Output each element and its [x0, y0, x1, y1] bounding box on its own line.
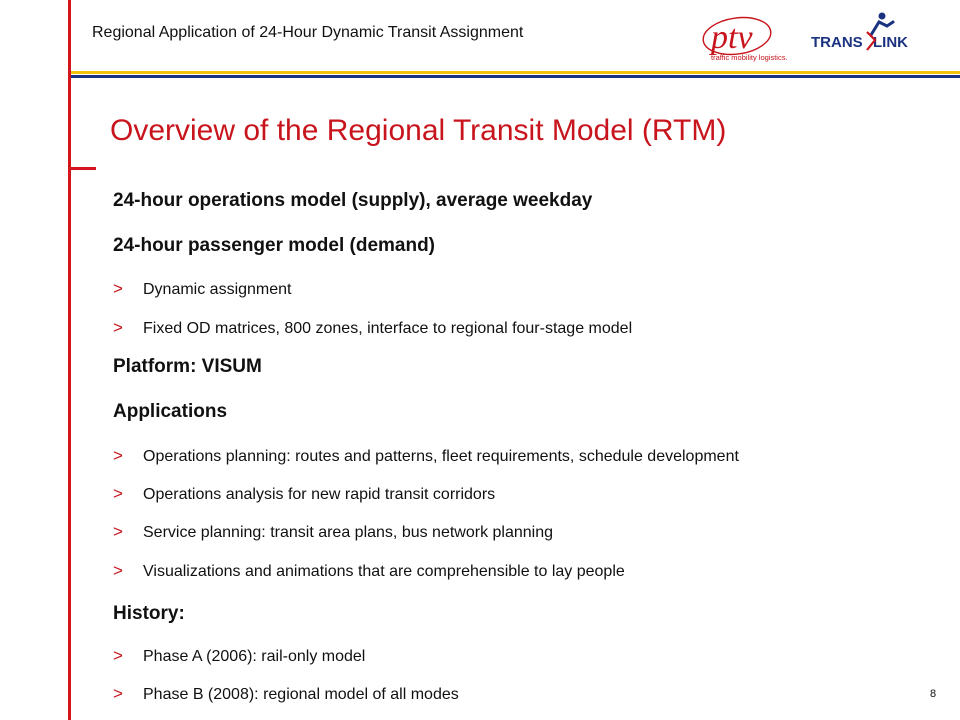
bullet-text: Dynamic assignment [143, 281, 292, 298]
header-divider-yellow [71, 71, 960, 74]
bullet-arrow: > [113, 446, 123, 465]
page-number: 8 [930, 688, 937, 700]
ptv-logo-tagline: traffic mobility logistics. [711, 53, 788, 62]
bullet-text: Fixed OD matrices, 800 zones, interface to regional four-stage model [143, 320, 633, 337]
bullet-level2 [113, 484, 495, 504]
title-tick-mark [68, 167, 96, 170]
translink-logo [803, 10, 923, 62]
translink-logo-right: LINK [873, 34, 908, 51]
left-accent-line [68, 0, 71, 720]
translink-logo-left: TRANS [811, 34, 863, 51]
bullet-level1: History: [113, 603, 185, 624]
bullet-level1: Platform: VISUM [113, 356, 262, 377]
bullet-arrow: > [113, 484, 123, 503]
bullet-level2 [113, 561, 625, 581]
bullet-text: Operations planning: routes and patterns, fleet requirements, schedule development [143, 448, 739, 465]
bullet-level1: 24-hour operations model (supply), average weekday [113, 190, 593, 211]
bullet-level2 [113, 446, 739, 466]
bullet-level2 [113, 522, 553, 542]
bullet-arrow: > [113, 646, 123, 665]
bullet-level2 [113, 318, 632, 338]
ptv-logo [697, 8, 797, 64]
bullet-arrow: > [113, 279, 123, 298]
bullet-text: Phase B (2008): regional model of all modes [143, 686, 459, 703]
bullet-text: Service planning: transit area plans, bus network planning [143, 524, 554, 541]
bullet-level2 [113, 684, 459, 704]
bullet-text: Visualizations and animations that are comprehensible to lay people [143, 563, 625, 580]
bullet-level1: Applications [113, 401, 228, 422]
bullet-arrow: > [113, 561, 123, 580]
bullet-arrow: > [113, 684, 123, 703]
bullet-level2 [113, 646, 365, 666]
bullet-text: Phase A (2006): rail-only model [143, 648, 366, 665]
bullet-level1: 24-hour passenger model (demand) [113, 235, 436, 256]
ptv-logo-wordmark: ptv [711, 19, 753, 56]
slide-title: Overview of the Regional Transit Model (RTM) [110, 114, 727, 147]
bullet-level2 [113, 279, 292, 299]
header-title: Regional Application of 24-Hour Dynamic Transit Assignment [92, 24, 524, 41]
bullet-arrow: > [113, 318, 123, 337]
header-divider-blue [71, 75, 960, 78]
bullet-arrow: > [113, 522, 123, 541]
bullet-text: Operations analysis for new rapid transit corridors [143, 486, 496, 503]
